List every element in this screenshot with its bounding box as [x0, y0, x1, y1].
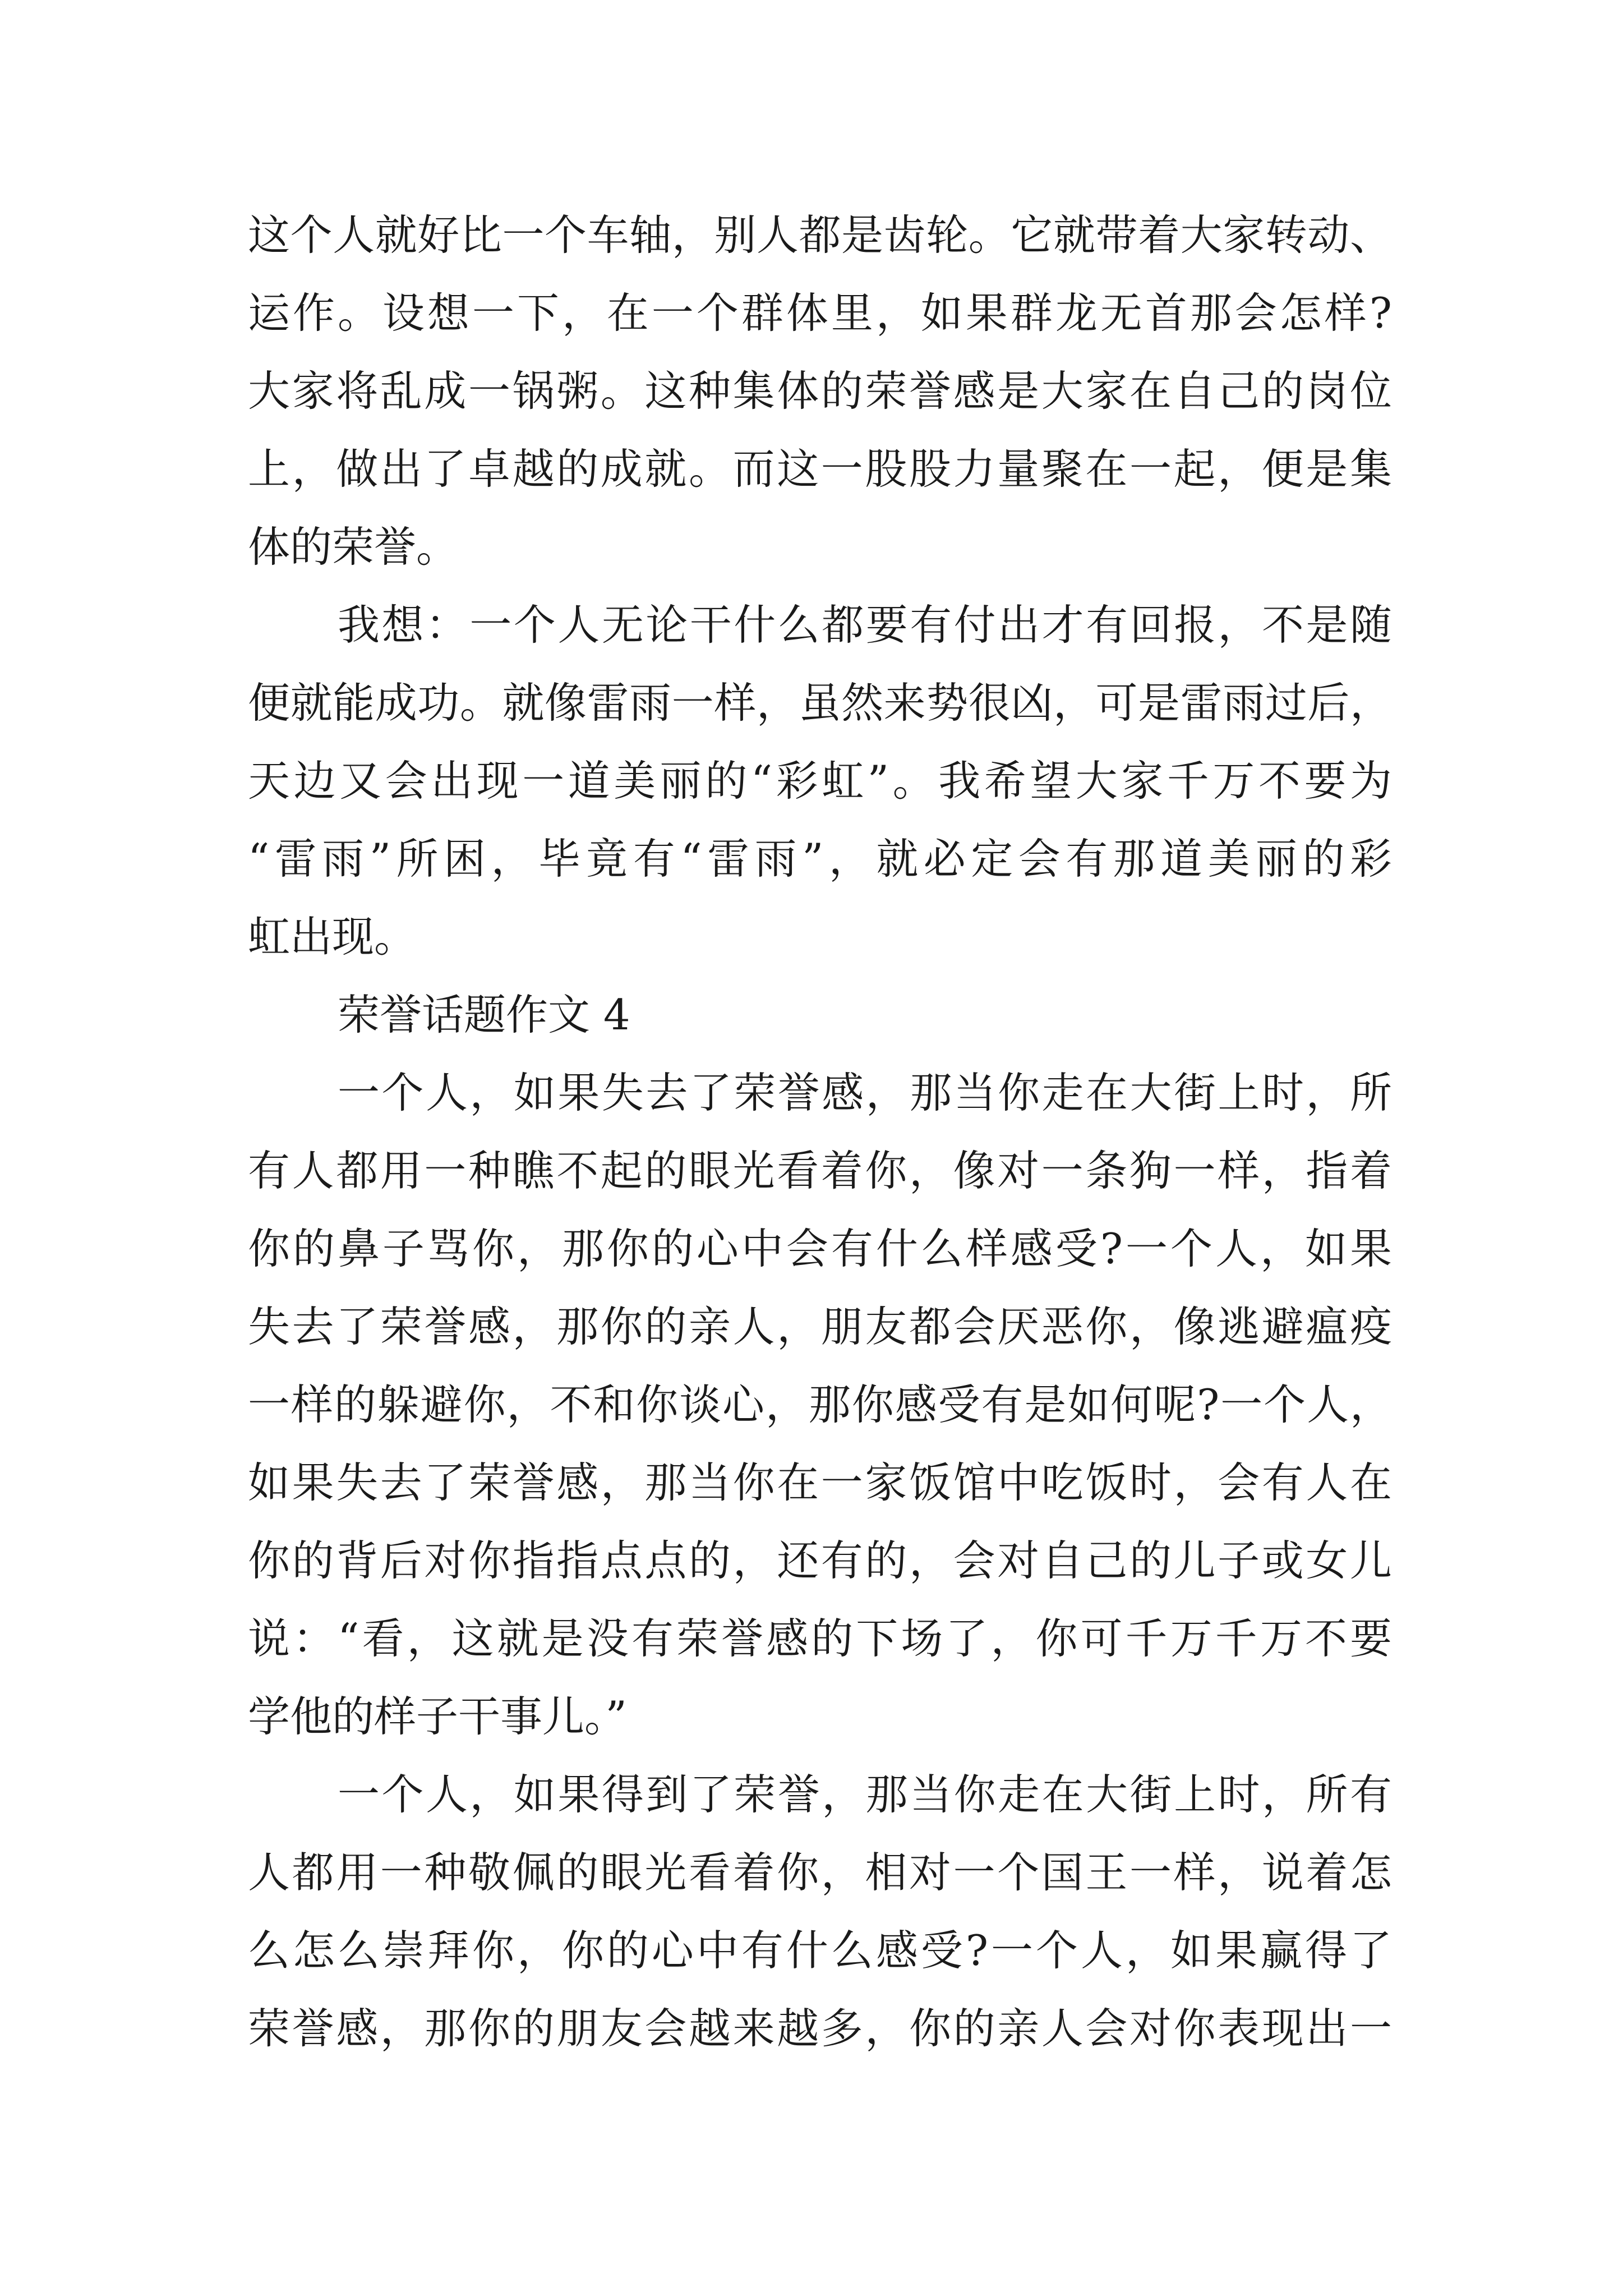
text-line: 人都用一种敬佩的眼光看着你，相对一个国王一样，说着怎	[248, 1848, 1392, 1897]
text-line: 荣誉感，那你的朋友会越来越多，你的亲人会对你表现出一	[248, 2004, 1392, 2053]
text-line: 一个人，如果失去了荣誉感，那当你走在大街上时，所	[338, 1068, 1392, 1117]
text-line: 如果失去了荣誉感，那当你在一家饭馆中吃饭时，会有人在	[248, 1458, 1392, 1507]
section-heading: 荣誉话题作文 4	[338, 990, 630, 1039]
text-line: 便就能成功。就像雷雨一样，虽然来势很凶，可是雷雨过后，	[248, 678, 1392, 728]
text-line: 一个人，如果得到了荣誉，那当你走在大街上时，所有	[338, 1770, 1392, 1819]
text-line: 虹出现。	[248, 912, 417, 961]
text-line: 么怎么崇拜你，你的心中有什么感受?一个人，如果赢得了	[248, 1926, 1392, 1975]
text-line: 我想：一个人无论干什么都要有付出才有回报，不是随	[338, 600, 1392, 650]
body-text	[248, 196, 1392, 2068]
text-line: 有人都用一种瞧不起的眼光看着你，像对一条狗一样，指着	[248, 1146, 1392, 1195]
text-line: 说：“看，这就是没有荣誉感的下场了，你可千万千万不要	[248, 1614, 1392, 1663]
text-line: “雷雨”所困，毕竟有“雷雨”，就必定会有那道美丽的彩	[248, 834, 1392, 884]
text-line: 学他的样子干事儿。”	[248, 1692, 627, 1741]
text-line: 你的鼻子骂你，那你的心中会有什么样感受?一个人，如果	[248, 1224, 1392, 1273]
text-line: 失去了荣誉感，那你的亲人，朋友都会厌恶你，像逃避瘟疫	[248, 1302, 1392, 1351]
text-line: 天边又会出现一道美丽的“彩虹”。我希望大家千万不要为	[248, 756, 1392, 806]
text-line: 这个人就好比一个车轴，别人都是齿轮。它就带着大家转动、	[248, 210, 1392, 260]
text-line: 运作。设想一下，在一个群体里，如果群龙无首那会怎样?	[248, 288, 1392, 338]
text-line: 上，做出了卓越的成就。而这一股股力量聚在一起，便是集	[248, 444, 1392, 494]
text-line: 大家将乱成一锅粥。这种集体的荣誉感是大家在自己的岗位	[248, 366, 1392, 416]
text-line: 一样的躲避你，不和你谈心，那你感受有是如何呢?一个人，	[248, 1380, 1392, 1429]
text-line: 体的荣誉。	[248, 522, 459, 572]
text-line: 你的背后对你指指点点的，还有的，会对自己的儿子或女儿	[248, 1536, 1392, 1585]
